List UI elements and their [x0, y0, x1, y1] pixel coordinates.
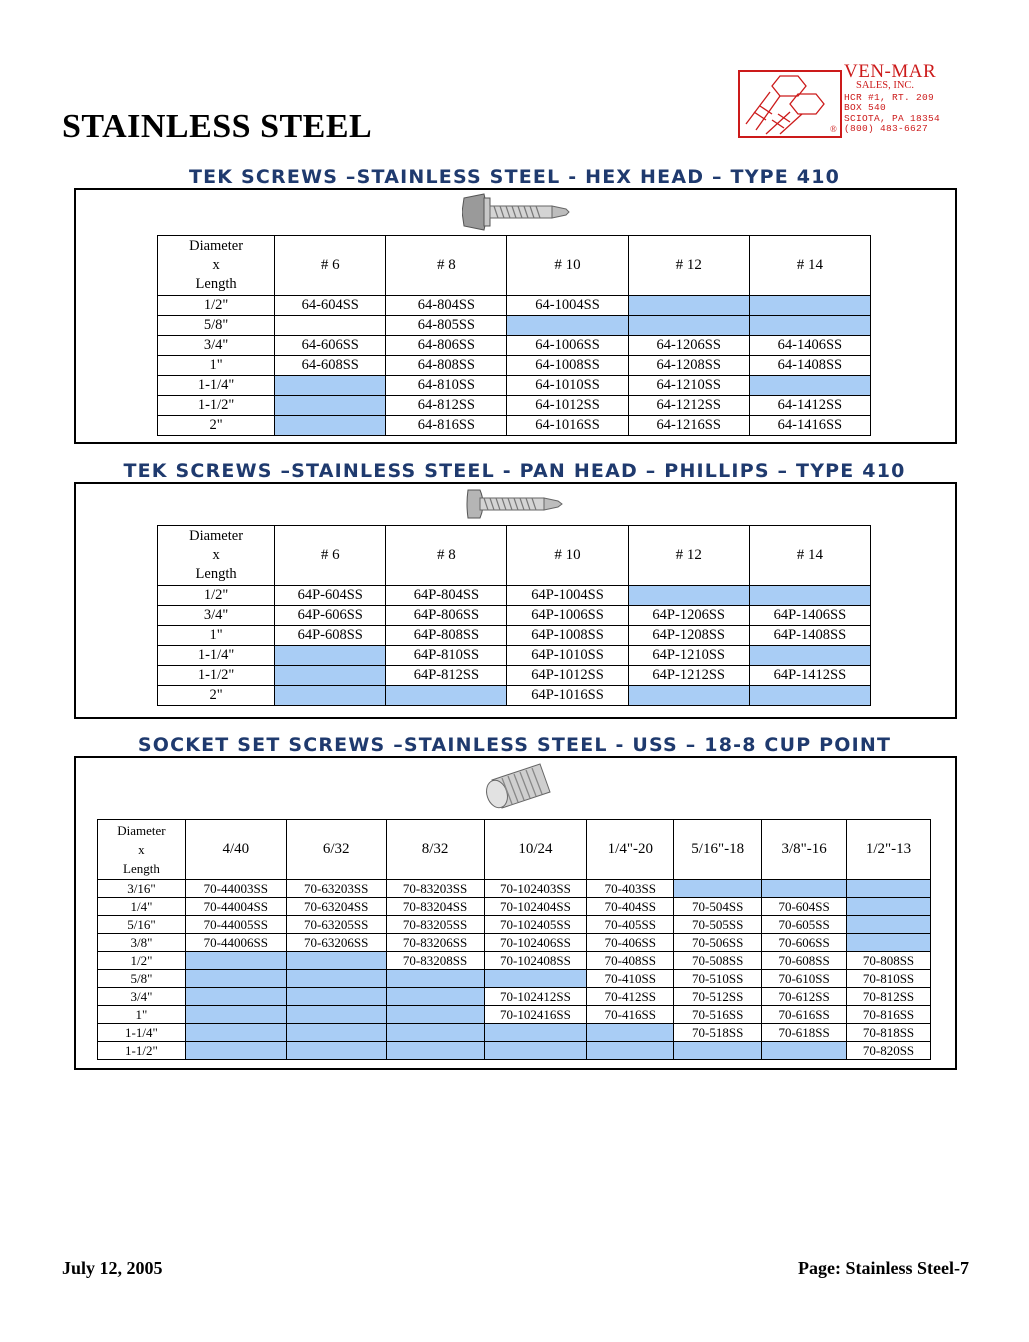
part-number-cell: 70-818SS [847, 1024, 931, 1042]
unavailable-cell [386, 686, 507, 706]
socket-set-table [97, 819, 931, 1060]
part-number-cell: 70-504SS [674, 898, 762, 916]
header-line: Diameter [117, 823, 166, 838]
table-row [98, 952, 931, 970]
size-column-header: # 6 [275, 236, 386, 296]
part-number-cell: 64-804SS [386, 296, 507, 316]
length-cell: 1/4" [98, 898, 186, 916]
part-number-cell: 70-83208SS [386, 952, 484, 970]
part-number-cell: 70-808SS [847, 952, 931, 970]
part-number-cell: 64P-1210SS [628, 646, 749, 666]
size-column-header: 3/8"-16 [762, 820, 847, 880]
length-cell: 1-1/2" [158, 666, 275, 686]
unavailable-cell [587, 1024, 674, 1042]
size-column-header: 1/4"-20 [587, 820, 674, 880]
length-cell: 1" [158, 626, 275, 646]
part-number-cell: 64-1016SS [507, 416, 628, 436]
unavailable-cell [628, 686, 749, 706]
footer-date: July 12, 2005 [62, 1258, 163, 1278]
length-cell: 1-1/2" [98, 1042, 186, 1060]
table-row [98, 1024, 931, 1042]
part-number-cell: 70-102403SS [484, 880, 587, 898]
unavailable-cell [847, 934, 931, 952]
header-line: Length [123, 861, 160, 876]
table-row [158, 336, 871, 356]
part-number-cell: 70-610SS [762, 970, 847, 988]
header-line: Length [195, 566, 237, 582]
part-number-cell: 64-1406SS [749, 336, 870, 356]
length-cell: 3/4" [158, 336, 275, 356]
size-column-header: # 12 [628, 236, 749, 296]
length-cell: 1-1/4" [158, 376, 275, 396]
diameter-length-header [98, 820, 186, 880]
unavailable-cell [286, 988, 386, 1006]
unavailable-cell [185, 970, 286, 988]
part-number-cell: 70-416SS [587, 1006, 674, 1024]
hex-head-screw-image [462, 192, 572, 237]
part-number-cell: 64P-1016SS [507, 686, 628, 706]
size-column-header: 10/24 [484, 820, 587, 880]
part-number-cell: 70-44006SS [185, 934, 286, 952]
part-number-cell: 70-506SS [674, 934, 762, 952]
unavailable-cell [749, 376, 870, 396]
unavailable-cell [275, 646, 386, 666]
unavailable-cell [484, 1024, 587, 1042]
unavailable-cell [286, 1006, 386, 1024]
unavailable-cell [674, 880, 762, 898]
table-row [158, 376, 871, 396]
part-number-cell: 70-510SS [674, 970, 762, 988]
part-number-cell: 64-1010SS [507, 376, 628, 396]
part-number-cell: 70-408SS [587, 952, 674, 970]
part-number-cell: 70-612SS [762, 988, 847, 1006]
table-row [158, 626, 871, 646]
part-number-cell: 70-816SS [847, 1006, 931, 1024]
table-row [158, 396, 871, 416]
part-number-cell: 64-606SS [275, 336, 386, 356]
part-number-cell: 70-102408SS [484, 952, 587, 970]
size-column-header: 4/40 [185, 820, 286, 880]
table-row [158, 586, 871, 606]
phone-line: (800) 483-6627 [844, 123, 929, 134]
length-cell: 5/8" [158, 316, 275, 336]
table-row [98, 970, 931, 988]
part-number-cell: 70-505SS [674, 916, 762, 934]
unavailable-cell [185, 988, 286, 1006]
unavailable-cell [185, 1006, 286, 1024]
part-number-cell: 70-63204SS [286, 898, 386, 916]
part-number-cell: 70-604SS [762, 898, 847, 916]
part-number-cell: 70-518SS [674, 1024, 762, 1042]
length-cell: 3/4" [158, 606, 275, 626]
part-number-cell: 64-1216SS [628, 416, 749, 436]
part-number-cell: 70-618SS [762, 1024, 847, 1042]
part-number-cell: 70-83203SS [386, 880, 484, 898]
part-number-cell: 64-608SS [275, 356, 386, 376]
part-number-cell: 70-44005SS [185, 916, 286, 934]
unavailable-cell [484, 970, 587, 988]
unavailable-cell [386, 988, 484, 1006]
part-number-cell: 70-403SS [587, 880, 674, 898]
part-number-cell: 70-63203SS [286, 880, 386, 898]
size-column-header: 8/32 [386, 820, 484, 880]
unavailable-cell [386, 970, 484, 988]
table-row [158, 646, 871, 666]
part-number-cell: 64P-1206SS [628, 606, 749, 626]
part-number-cell: 64-1012SS [507, 396, 628, 416]
part-number-cell: 70-44003SS [185, 880, 286, 898]
part-number-cell: 64P-1004SS [507, 586, 628, 606]
part-number-cell: 64P-1408SS [749, 626, 870, 646]
size-column-header: 6/32 [286, 820, 386, 880]
pan-head-screw-image [466, 486, 566, 527]
header-line: Diameter [189, 238, 244, 254]
part-number-cell: 70-516SS [674, 1006, 762, 1024]
part-number-cell: 64-1416SS [749, 416, 870, 436]
unavailable-cell [587, 1042, 674, 1060]
part-number-cell: 70-405SS [587, 916, 674, 934]
unavailable-cell [762, 1042, 847, 1060]
unavailable-cell [749, 686, 870, 706]
part-number-cell [275, 316, 386, 336]
length-cell: 1" [158, 356, 275, 376]
part-number-cell: 64-812SS [386, 396, 507, 416]
unavailable-cell [185, 952, 286, 970]
part-number-cell: 70-83205SS [386, 916, 484, 934]
unavailable-cell [386, 1006, 484, 1024]
part-number-cell: 70-63205SS [286, 916, 386, 934]
unavailable-cell [275, 416, 386, 436]
size-column-header: # 10 [507, 236, 628, 296]
unavailable-cell [286, 1042, 386, 1060]
length-cell: 3/4" [98, 988, 186, 1006]
hex-head-table [157, 235, 871, 436]
header-line: x [138, 842, 145, 857]
table-row [98, 934, 931, 952]
table-row [98, 988, 931, 1006]
length-cell: 2" [158, 416, 275, 436]
unavailable-cell [275, 396, 386, 416]
length-cell: 1-1/4" [158, 646, 275, 666]
length-cell: 1-1/2" [158, 396, 275, 416]
part-number-cell: 64P-1012SS [507, 666, 628, 686]
address-line: HCR #1, RT. 209 [844, 91, 935, 103]
part-number-cell: 70-102406SS [484, 934, 587, 952]
header-line: Length [195, 276, 237, 292]
section-heading-pan-head: TEK SCREWS –STAINLESS STEEL - PAN HEAD – PHILLIPS – TYPE 410 [123, 460, 906, 482]
unavailable-cell [847, 880, 931, 898]
part-number-cell: 70-606SS [762, 934, 847, 952]
unavailable-cell [286, 952, 386, 970]
part-number-cell: 64-805SS [386, 316, 507, 336]
unavailable-cell [749, 646, 870, 666]
size-column-header: # 10 [507, 526, 628, 586]
unavailable-cell [275, 666, 386, 686]
socket-set-screw-image [480, 762, 552, 823]
logo-bolt-graphic [738, 70, 842, 138]
part-number-cell: 64-1412SS [749, 396, 870, 416]
part-number-cell: 70-102412SS [484, 988, 587, 1006]
unavailable-cell [762, 880, 847, 898]
pan-head-table [157, 525, 871, 706]
part-number-cell: 64P-604SS [275, 586, 386, 606]
registered-mark: ® [830, 124, 837, 134]
table-row [98, 880, 931, 898]
unavailable-cell [628, 296, 749, 316]
part-number-cell: 64P-804SS [386, 586, 507, 606]
table-row [158, 666, 871, 686]
diameter-length-header [158, 526, 275, 586]
part-number-cell: 70-63206SS [286, 934, 386, 952]
part-number-cell: 64P-1412SS [749, 666, 870, 686]
length-cell: 5/16" [98, 916, 186, 934]
part-number-cell: 64P-812SS [386, 666, 507, 686]
unavailable-cell [507, 316, 628, 336]
part-number-cell: 70-508SS [674, 952, 762, 970]
length-cell: 2" [158, 686, 275, 706]
section-heading-socket-set: SOCKET SET SCREWS –STAINLESS STEEL - USS – 18-8 CUP POINT [137, 734, 892, 756]
part-number-cell: 70-102404SS [484, 898, 587, 916]
unavailable-cell [185, 1024, 286, 1042]
length-cell: 3/16" [98, 880, 186, 898]
unavailable-cell [749, 586, 870, 606]
size-column-header: # 14 [749, 526, 870, 586]
section-heading-hex-head: TEK SCREWS –STAINLESS STEEL - HEX HEAD – TYPE 410 [188, 166, 841, 188]
part-number-cell: 70-608SS [762, 952, 847, 970]
table-row [158, 416, 871, 436]
part-number-cell: 64P-1406SS [749, 606, 870, 626]
unavailable-cell [749, 296, 870, 316]
part-number-cell: 64-810SS [386, 376, 507, 396]
part-number-cell: 70-83204SS [386, 898, 484, 916]
part-number-cell: 64P-1006SS [507, 606, 628, 626]
part-number-cell: 70-812SS [847, 988, 931, 1006]
header-line: Diameter [189, 528, 244, 544]
footer-page-label: Page: Stainless Steel-7 [798, 1258, 969, 1278]
part-number-cell: 70-810SS [847, 970, 931, 988]
company-address-block [844, 62, 940, 134]
part-number-cell: 70-102405SS [484, 916, 587, 934]
size-column-header: # 8 [386, 236, 507, 296]
part-number-cell: 70-616SS [762, 1006, 847, 1024]
part-number-cell: 64-1004SS [507, 296, 628, 316]
table-row [98, 898, 931, 916]
part-number-cell: 64-1408SS [749, 356, 870, 376]
unavailable-cell [847, 898, 931, 916]
part-number-cell: 70-820SS [847, 1042, 931, 1060]
company-name: VEN-MAR [844, 61, 937, 82]
part-number-cell: 64-604SS [275, 296, 386, 316]
part-number-cell: 70-512SS [674, 988, 762, 1006]
unavailable-cell [185, 1042, 286, 1060]
part-number-cell: 70-83206SS [386, 934, 484, 952]
length-cell: 1/2" [158, 586, 275, 606]
part-number-cell: 64-808SS [386, 356, 507, 376]
size-column-header: # 14 [749, 236, 870, 296]
part-number-cell: 70-44004SS [185, 898, 286, 916]
company-logo [738, 62, 958, 138]
unavailable-cell [674, 1042, 762, 1060]
unavailable-cell [275, 686, 386, 706]
part-number-cell: 64P-1008SS [507, 626, 628, 646]
part-number-cell: 64-806SS [386, 336, 507, 356]
unavailable-cell [275, 376, 386, 396]
table-row [98, 1042, 931, 1060]
part-number-cell: 64P-1208SS [628, 626, 749, 646]
unavailable-cell [628, 316, 749, 336]
table-row [158, 606, 871, 626]
table-row [158, 686, 871, 706]
table-row [98, 916, 931, 934]
part-number-cell: 64P-806SS [386, 606, 507, 626]
size-column-header: # 12 [628, 526, 749, 586]
unavailable-cell [628, 586, 749, 606]
size-column-header: 5/16"-18 [674, 820, 762, 880]
part-number-cell: 64P-808SS [386, 626, 507, 646]
part-number-cell: 70-404SS [587, 898, 674, 916]
size-column-header: # 8 [386, 526, 507, 586]
length-cell: 5/8" [98, 970, 186, 988]
table-row [158, 296, 871, 316]
part-number-cell: 70-410SS [587, 970, 674, 988]
length-cell: 1-1/4" [98, 1024, 186, 1042]
unavailable-cell [847, 916, 931, 934]
part-number-cell: 64-1212SS [628, 396, 749, 416]
size-column-header: 1/2"-13 [847, 820, 931, 880]
part-number-cell: 64P-1010SS [507, 646, 628, 666]
part-number-cell: 64-1210SS [628, 376, 749, 396]
part-number-cell: 70-102416SS [484, 1006, 587, 1024]
address-line: BOX 540 [844, 102, 887, 113]
unavailable-cell [386, 1042, 484, 1060]
unavailable-cell [386, 1024, 484, 1042]
unavailable-cell [484, 1042, 587, 1060]
part-number-cell: 70-605SS [762, 916, 847, 934]
part-number-cell: 70-412SS [587, 988, 674, 1006]
length-cell: 1" [98, 1006, 186, 1024]
part-number-cell: 64-1208SS [628, 356, 749, 376]
unavailable-cell [286, 1024, 386, 1042]
address-line: SCIOTA, PA 18354 [844, 112, 941, 124]
part-number-cell: 70-406SS [587, 934, 674, 952]
length-cell: 3/8" [98, 934, 186, 952]
part-number-cell: 64P-606SS [275, 606, 386, 626]
part-number-cell: 64-1008SS [507, 356, 628, 376]
page-title: STAINLESS STEEL [62, 108, 373, 145]
company-subtitle: SALES, INC. [856, 80, 915, 91]
table-row [158, 356, 871, 376]
part-number-cell: 64P-1212SS [628, 666, 749, 686]
table-row [158, 316, 871, 336]
part-number-cell: 64-1206SS [628, 336, 749, 356]
part-number-cell: 64-816SS [386, 416, 507, 436]
unavailable-cell [749, 316, 870, 336]
table-row [98, 1006, 931, 1024]
size-column-header: # 6 [275, 526, 386, 586]
length-cell: 1/2" [158, 296, 275, 316]
length-cell: 1/2" [98, 952, 186, 970]
part-number-cell: 64P-608SS [275, 626, 386, 646]
unavailable-cell [286, 970, 386, 988]
diameter-length-header [158, 236, 275, 296]
header-line: x [212, 257, 220, 273]
part-number-cell: 64P-810SS [386, 646, 507, 666]
header-line: x [212, 547, 220, 563]
part-number-cell: 64-1006SS [507, 336, 628, 356]
